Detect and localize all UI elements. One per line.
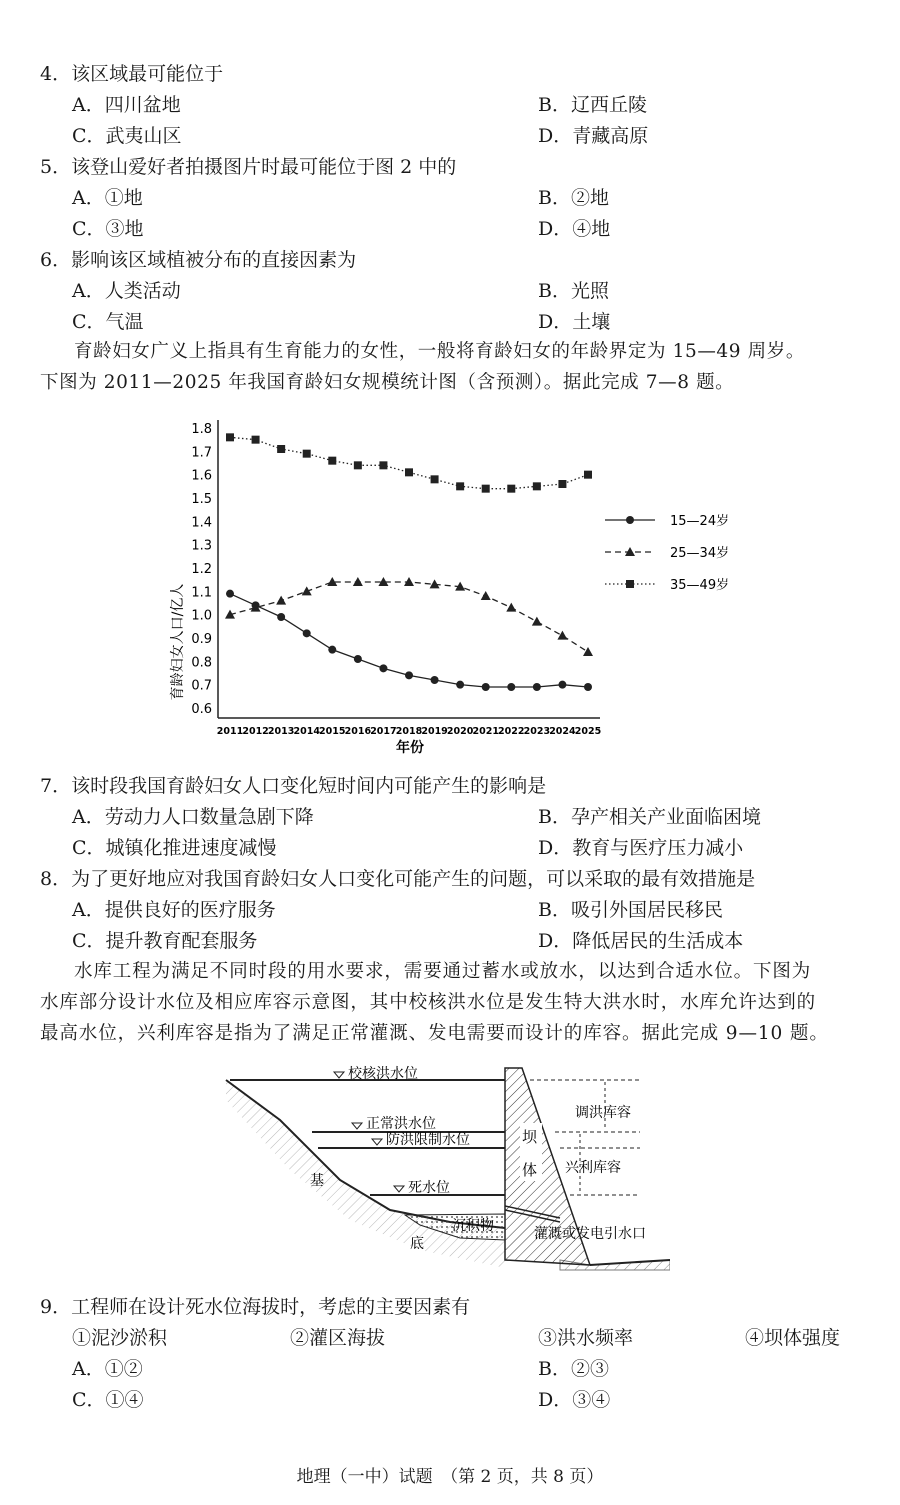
data-point: [558, 480, 566, 488]
q8-option-c: C．提升教育配套服务: [72, 930, 258, 952]
q6-option-b: B．光照: [538, 280, 609, 302]
q9-option-a: A．①②: [72, 1358, 143, 1380]
y-tick-label: 1.5: [191, 492, 212, 507]
q9-statement-3: ③洪水频率: [538, 1327, 634, 1349]
x-tick-label: 2021: [472, 726, 499, 737]
data-point: [328, 457, 336, 465]
y-tick-label: 1.0: [191, 608, 212, 624]
y-tick-label: 1.8: [191, 422, 212, 437]
x-tick-label: 2011: [216, 726, 244, 737]
q7-option-a: A．劳动力人口数量急剧下降: [72, 806, 314, 828]
women-population-line-chart: [160, 410, 760, 760]
dam-label-1: 坝: [522, 1128, 538, 1146]
y-tick-label: 1.3: [191, 538, 212, 554]
data-point: [507, 485, 515, 493]
data-point: [533, 482, 541, 490]
q6-option-d: D．土壤: [538, 311, 611, 333]
data-point: [405, 468, 413, 476]
q8-stem: 8．为了更好地应对我国育龄妇女人口变化可能产生的问题，可以采取的最有效措施是: [40, 868, 756, 890]
q8-option-d: D．降低居民的生活成本: [538, 930, 744, 952]
q8-option-a: A．提供良好的医疗服务: [72, 899, 276, 921]
y-tick-label: 1.1: [191, 585, 212, 601]
data-point: [405, 671, 413, 679]
dead-level-marker: [394, 1186, 404, 1192]
y-tick-label: 1.4: [191, 515, 212, 531]
x-tick-label: 2022: [498, 726, 525, 737]
y-tick-label: 1.7: [191, 445, 212, 461]
q4-stem: 4．该区域最可能位于: [40, 63, 224, 85]
normal-flood-label: 正常洪水位: [366, 1116, 436, 1132]
q9-statement-4: ④坝体强度: [745, 1327, 841, 1349]
flood-limit-label: 防洪限制水位: [386, 1132, 470, 1148]
normal-flood-marker: [352, 1123, 362, 1129]
reservoir-water-level-diagram: [220, 1060, 670, 1280]
data-point: [507, 683, 515, 691]
data-point: [276, 596, 286, 605]
x-tick-label: 2018: [395, 726, 423, 737]
q5-option-d: D．④地: [538, 218, 611, 240]
q7-option-c: C．城镇化推进速度减慢: [72, 837, 277, 859]
x-tick-label: 2025: [574, 726, 602, 737]
data-point: [353, 577, 363, 586]
base-label-1: 基: [310, 1173, 324, 1189]
data-point: [302, 586, 312, 595]
data-point: [482, 485, 490, 493]
chart-xlabel: 年份: [396, 740, 424, 756]
flood-limit-marker: [372, 1139, 382, 1145]
legend-label: 25—34岁: [670, 546, 730, 561]
q6-option-c: C．气温: [72, 311, 144, 333]
q7-option-d: D．教育与医疗压力减小: [538, 837, 744, 859]
reservoir-bank: [226, 1080, 505, 1268]
q5-stem: 5．该登山爱好者拍摄图片时最可能位于图 2 中的: [40, 156, 457, 178]
data-point: [557, 631, 567, 640]
data-point: [252, 436, 260, 444]
x-tick-label: 2014: [293, 726, 320, 737]
page-footer: 地理（一中）试题 （第 2 页，共 8 页）: [296, 1467, 604, 1487]
q4-option-d: D．青藏高原: [538, 125, 649, 147]
q9-statement-2: ②灌区海拔: [290, 1327, 386, 1349]
data-point: [456, 482, 464, 490]
check-flood-label: 校核洪水位: [348, 1066, 418, 1082]
flood-storage-label: 调洪库容: [575, 1105, 631, 1121]
data-point: [431, 475, 439, 483]
data-point: [328, 646, 336, 654]
data-point: [303, 629, 311, 637]
x-tick-label: 2019: [421, 726, 448, 737]
y-tick-label: 1.2: [191, 562, 212, 577]
y-tick-label: 0.6: [191, 702, 212, 717]
q5-option-c: C．③地: [72, 218, 144, 240]
intro2-line2: 水库部分设计水位及相应库容示意图，其中校核洪水位是发生特大洪水时，水库允许达到的: [40, 992, 817, 1013]
legend-label: 35—49岁: [670, 578, 730, 593]
q4-option-c: C．武夷山区: [72, 125, 182, 147]
x-tick-label: 2012: [242, 726, 269, 737]
data-point: [456, 681, 464, 689]
data-point: [506, 603, 516, 612]
y-tick-label: 0.9: [191, 632, 212, 647]
intro1-line1: 育龄妇女广义上指具有生育能力的女性，一般将育龄妇女的年龄界定为 15—49 周岁。: [74, 341, 805, 362]
data-point: [379, 664, 387, 672]
q9-option-c: C．①④: [72, 1389, 144, 1411]
q8-option-b: B．吸引外国居民移民: [538, 899, 723, 921]
data-point: [277, 613, 285, 621]
dead-level-label: 死水位: [408, 1180, 450, 1196]
x-tick-label: 2016: [344, 726, 372, 737]
data-point: [354, 655, 362, 663]
x-tick-label: 2024: [549, 726, 576, 737]
data-point: [583, 647, 593, 656]
data-point: [354, 461, 362, 469]
check-flood-marker: [334, 1072, 344, 1078]
data-point: [430, 579, 440, 588]
y-tick-label: 0.7: [191, 678, 212, 694]
legend-marker: [626, 580, 634, 588]
dam-label-2: 体: [522, 1161, 538, 1179]
x-tick-label: 2023: [523, 726, 551, 737]
q9-option-d: D．③④: [538, 1389, 611, 1411]
data-point: [532, 617, 542, 626]
intro2-line3: 最高水位，兴利库容是指为了满足正常灌溉、发电需要而设计的库容。据此完成 9—10 题。: [40, 1023, 829, 1044]
chart-ylabel: 育龄妇女人口/亿人: [170, 583, 186, 701]
q5-option-a: A．①地: [72, 187, 143, 209]
data-point: [226, 590, 234, 598]
q4-option-b: B．辽西丘陵: [538, 94, 647, 116]
chart-legend: [605, 513, 729, 593]
chart-series: [225, 433, 593, 691]
legend-label: 15—24岁: [670, 514, 730, 529]
base-label-2: 底: [410, 1236, 424, 1252]
q6-stem: 6．影响该区域植被分布的直接因素为: [40, 249, 357, 271]
q9-option-b: B．②③: [538, 1358, 609, 1380]
data-point: [226, 433, 234, 441]
q7-stem: 7．该时段我国育龄妇女人口变化短时间内可能产生的影响是: [40, 775, 547, 797]
q6-option-a: A．人类活动: [72, 280, 181, 302]
data-point: [482, 683, 490, 691]
y-tick-label: 0.8: [191, 655, 212, 671]
data-point: [277, 445, 285, 453]
data-point: [533, 683, 541, 691]
x-tick-label: 2020: [446, 726, 474, 737]
data-point: [558, 681, 566, 689]
q9-statement-1: ①泥沙淤积: [72, 1327, 168, 1349]
intro2-line1: 水库工程为满足不同时段的用水要求，需要通过蓄水或放水，以达到合适水位。下图为: [74, 961, 812, 982]
q4-option-a: A．四川盆地: [72, 94, 181, 116]
x-tick-label: 2017: [370, 726, 397, 737]
y-tick-label: 1.6: [191, 468, 212, 484]
legend-marker: [626, 516, 634, 524]
q7-option-b: B．孕产相关产业面临困境: [538, 806, 761, 828]
data-point: [481, 591, 491, 600]
data-point: [303, 450, 311, 458]
sediment-label: 沉积物: [452, 1218, 494, 1234]
x-tick-label: 2015: [319, 726, 346, 737]
intro1-line2: 下图为 2011—2025 年我国育龄妇女规模统计图（含预测）。据此完成 7—8 题。: [40, 372, 735, 393]
data-point: [584, 471, 592, 479]
data-point: [379, 461, 387, 469]
useful-storage-label: 兴利库容: [565, 1160, 621, 1176]
data-point: [584, 683, 592, 691]
x-tick-label: 2013: [267, 726, 295, 737]
intake-label: 灌溉或发电引水口: [534, 1226, 646, 1242]
q5-option-b: B．②地: [538, 187, 609, 209]
q9-stem: 9．工程师在设计死水位海拔时，考虑的主要因素有: [40, 1296, 471, 1318]
data-point: [431, 676, 439, 684]
